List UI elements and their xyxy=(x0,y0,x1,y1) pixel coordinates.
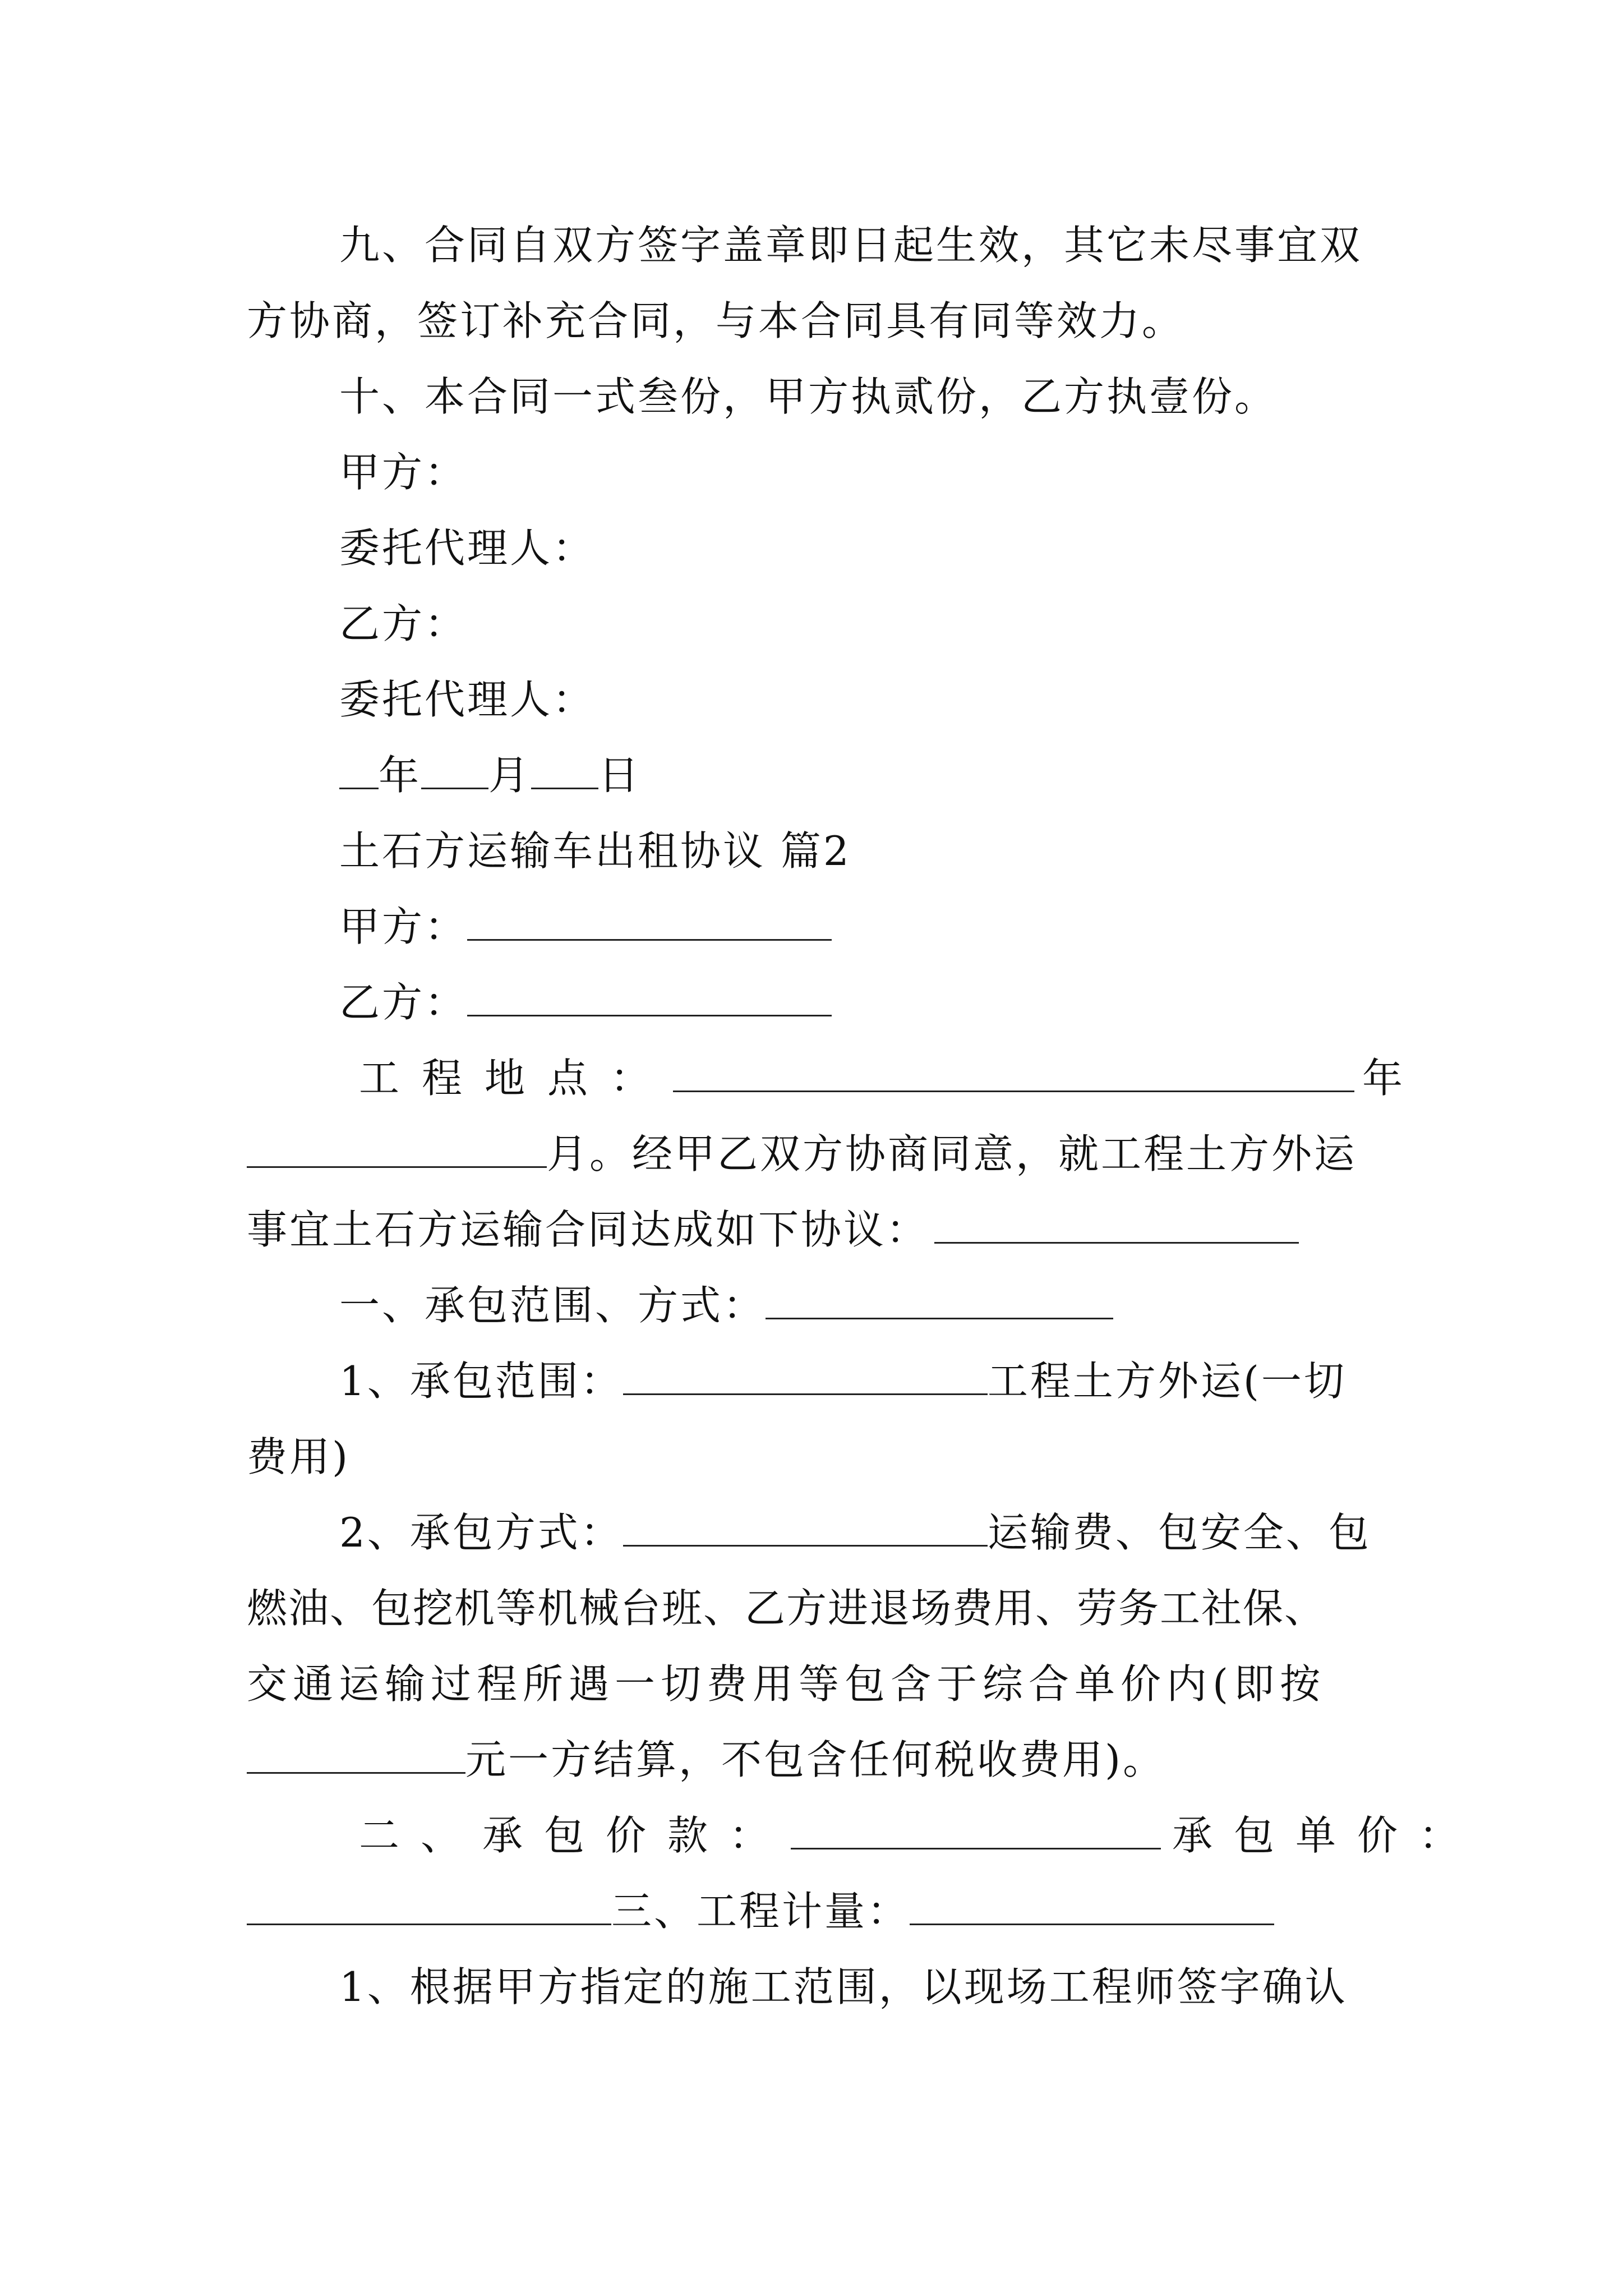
unit-price-label: 承包单价： xyxy=(1172,1812,1481,1859)
site-blank xyxy=(673,1053,1354,1092)
mode-line-1 xyxy=(339,1507,1380,1558)
sign-agent-b: 委托代理人： xyxy=(339,676,596,723)
mode-label: 2、承包方式： xyxy=(339,1509,623,1556)
mode-blank xyxy=(623,1508,988,1547)
sign-party-a: 甲方： xyxy=(339,449,468,496)
section-2-title: 土石方运输车出租协议 篇2 xyxy=(339,827,851,875)
intro-text-1: 月。经甲乙双方协商同意，就工程土方外运 xyxy=(547,1130,1357,1177)
price-heading: 二、承包价款： xyxy=(359,1812,791,1859)
price-line xyxy=(359,1810,1481,1861)
intro-blank xyxy=(934,1205,1299,1244)
month-intro-blank xyxy=(247,1129,547,1168)
clause-9-line-1: 九、合同自双方签字盖章即日起生效，其它未尽事宜双 xyxy=(339,222,1363,269)
measure-heading: 三、工程计量： xyxy=(611,1888,910,1935)
measure-blank xyxy=(910,1887,1274,1925)
site-suffix: 年 xyxy=(1362,1055,1403,1102)
mode-text-4: 元一方结算，不包含任何税收费用)。 xyxy=(465,1736,1166,1783)
site-label: 工程地点： xyxy=(359,1055,674,1102)
contract-party-a-line xyxy=(339,901,1380,952)
scope-mode-heading: 一、承包范围、方式： xyxy=(339,1282,766,1329)
date-line xyxy=(339,750,1380,800)
scope-suffix: 工程土方外运(一切 xyxy=(987,1358,1347,1405)
party-a-blank xyxy=(467,902,832,941)
year-label: 年 xyxy=(379,752,422,799)
mode-line-2: 燃油、包挖机等机械台班、乙方进退场费用、劳务工社保、 xyxy=(247,1585,1326,1632)
contract-party-b-line xyxy=(339,977,1380,1028)
intro-line-2 xyxy=(247,1204,1380,1255)
rate-blank xyxy=(247,1735,465,1774)
month-blank xyxy=(421,751,488,789)
day-blank xyxy=(531,751,598,789)
contract-party-b: 乙方： xyxy=(339,979,468,1026)
mode-line-3: 交通运输过程所遇一切费用等包含于综合单价内(即按 xyxy=(247,1660,1326,1708)
price-blank xyxy=(791,1811,1161,1849)
sign-agent-a: 委托代理人： xyxy=(339,524,596,572)
scope-line-2: 费用) xyxy=(247,1433,351,1480)
intro-line-1 xyxy=(247,1129,1380,1179)
site-line xyxy=(359,1053,1403,1103)
scope-mode-heading-line xyxy=(339,1280,1380,1331)
clause-9-line-2: 方协商，签订补充合同，与本合同具有同等效力。 xyxy=(247,297,1185,344)
mode-suffix: 运输费、包安全、包 xyxy=(987,1509,1371,1556)
scope-label: 1、承包范围： xyxy=(339,1358,623,1405)
clause-10: 十、本合同一式叁份，甲方执贰份，乙方执壹份。 xyxy=(339,373,1278,420)
day-label: 日 xyxy=(598,752,642,799)
scope-blank xyxy=(623,1356,988,1395)
sign-party-b: 乙方： xyxy=(339,600,468,647)
measure-heading-line xyxy=(247,1886,1380,1936)
unit-price-blank xyxy=(247,1887,611,1925)
year-blank xyxy=(339,751,379,789)
mode-line-4 xyxy=(247,1734,1380,1785)
party-b-blank xyxy=(467,978,832,1016)
intro-text-2: 事宜土石方运输合同达成如下协议： xyxy=(247,1206,929,1253)
month-label: 月 xyxy=(488,752,532,799)
contract-party-a: 甲方： xyxy=(339,903,468,950)
measure-line-1: 1、根据甲方指定的施工范围，以现场工程师签字确认 xyxy=(339,1963,1348,2010)
scope-line-1 xyxy=(339,1356,1380,1406)
scope-mode-blank xyxy=(766,1281,1113,1319)
